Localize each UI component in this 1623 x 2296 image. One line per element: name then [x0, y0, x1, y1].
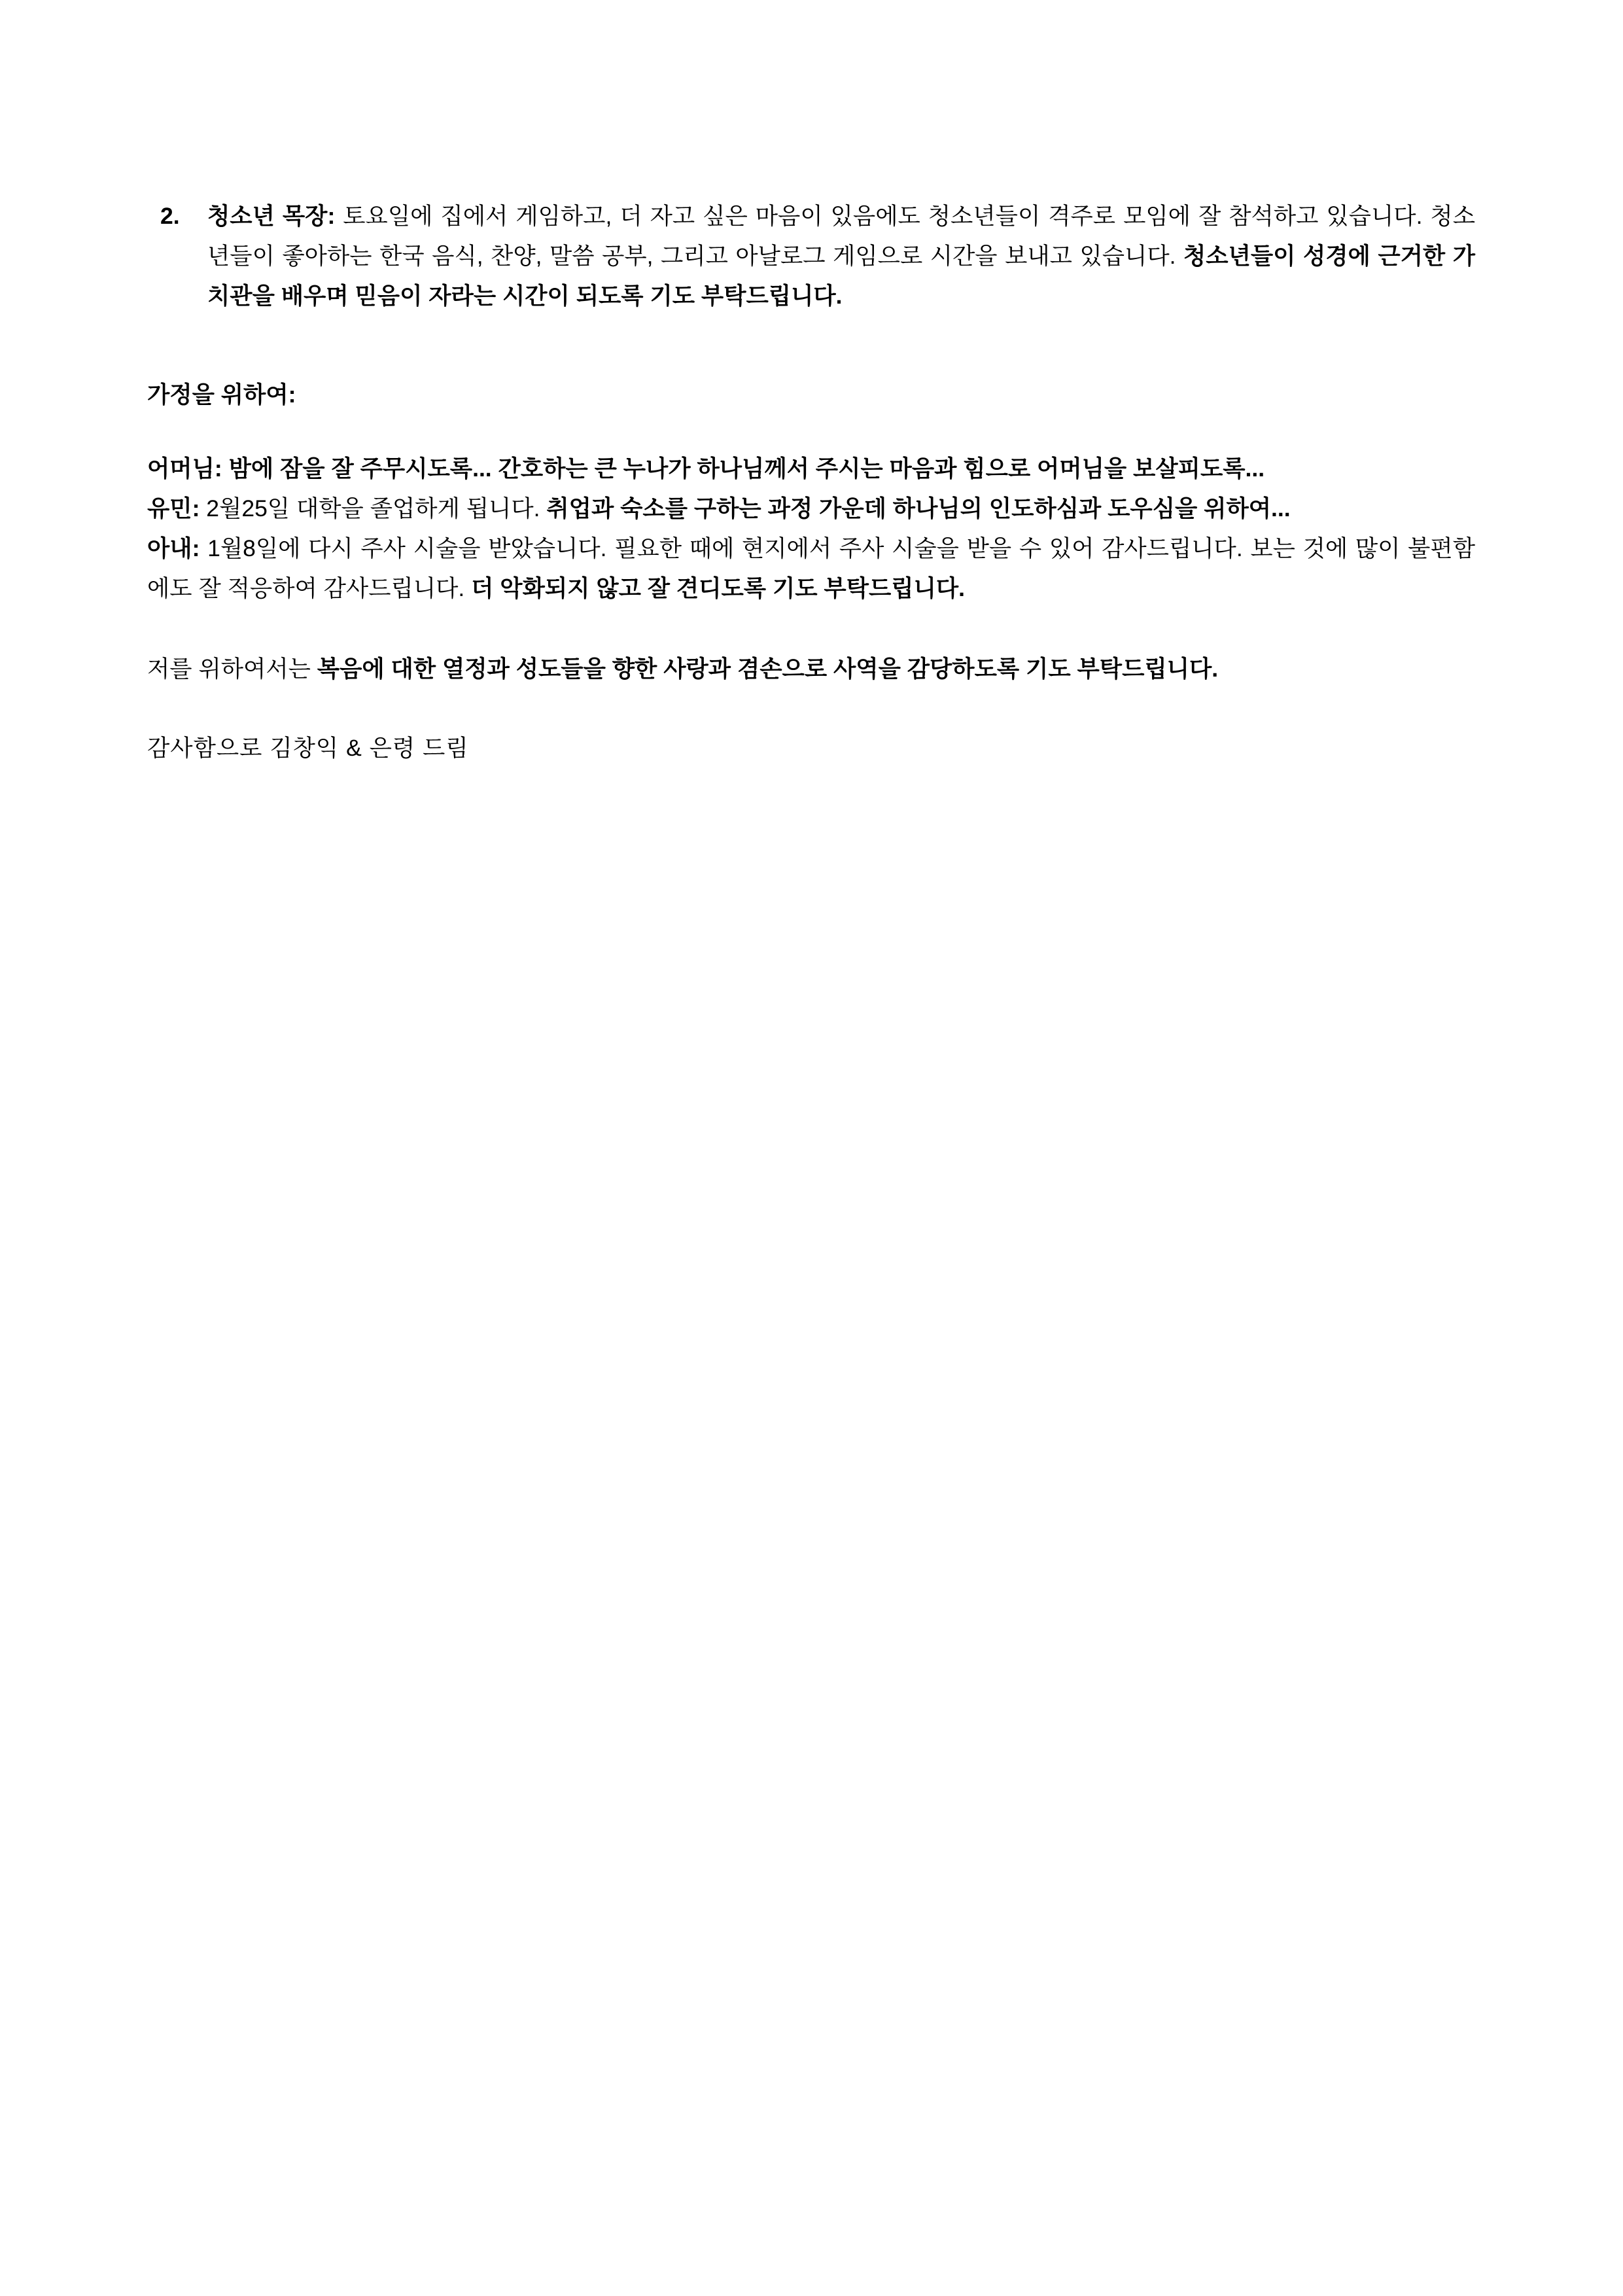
family-text-yumin: 2월25일 대학을 졸업하게 됩니다. [200, 495, 547, 522]
list-item [147, 196, 1475, 316]
family-emphasis-yumin: 취업과 숙소를 구하는 과정 가운데 하나님의 인도하심과 도우심을 위하여... [546, 495, 1291, 522]
family-emphasis-wife: 더 악화되지 않고 잘 견디도록 기도 부탁드립니다. [471, 575, 966, 602]
list-item-emphasis: 청소년들이 성경에 근거한 가치관을 배우며 믿음이 자라는 시간이 되도록 기도 부탁드립니다. [207, 243, 1475, 309]
family-label-wife: 아내: [147, 535, 200, 562]
family-label-yumin: 유민: [147, 495, 200, 522]
document-body [147, 196, 1475, 768]
family-text-mother: 밤에 잠을 잘 주무시도록... 간호하는 큰 누나가 하나님께서 주시는 마음과 힘으로 어머님을 보살피도록... [222, 455, 1265, 482]
family-entry-wife [147, 529, 1475, 609]
personal-request [147, 649, 1475, 689]
list-item-title: 청소년 목장: [207, 203, 336, 229]
spacer [147, 417, 1475, 449]
family-entry-yumin [147, 489, 1475, 529]
personal-request-emphasis: 복음에 대한 열정과 성도들을 향한 사랑과 겸손으로 사역을 감당하도록 기도 부탁드립니다. [317, 656, 1219, 682]
list-item-text: 토요일에 집에서 게임하고, 더 자고 싶은 마음이 있음에도 청소년들이 격주로 모임에 잘 참석하고 있습니다. 청소년들이 좋아하는 한국 음식, 찬양, 말씀 공부, 그리고 아날로그 게임으로 시간을 보내고 있습니다. [207, 203, 1476, 270]
section-heading-family: 가정을 위하여: [147, 381, 296, 408]
family-text-wife: 1월8일에 다시 주사 시술을 받았습니다. 필요한 때에 현지에서 주사 시술을 받을 수 있어 감사드립니다. 보는 것에 많이 불편함에도 잘 적응하여 감사드립니다. [147, 535, 1475, 602]
personal-request-prefix: 저를 위하여서는 [147, 656, 317, 682]
family-entry-mother [147, 449, 1475, 489]
list-item-number: 2. [160, 203, 180, 229]
list-item-content [207, 196, 1475, 316]
spacer [147, 344, 1475, 375]
spacer [147, 609, 1475, 649]
family-label-mother: 어머님: [147, 455, 222, 482]
signature: 감사함으로 김창익 & 은령 드림 [147, 735, 469, 762]
